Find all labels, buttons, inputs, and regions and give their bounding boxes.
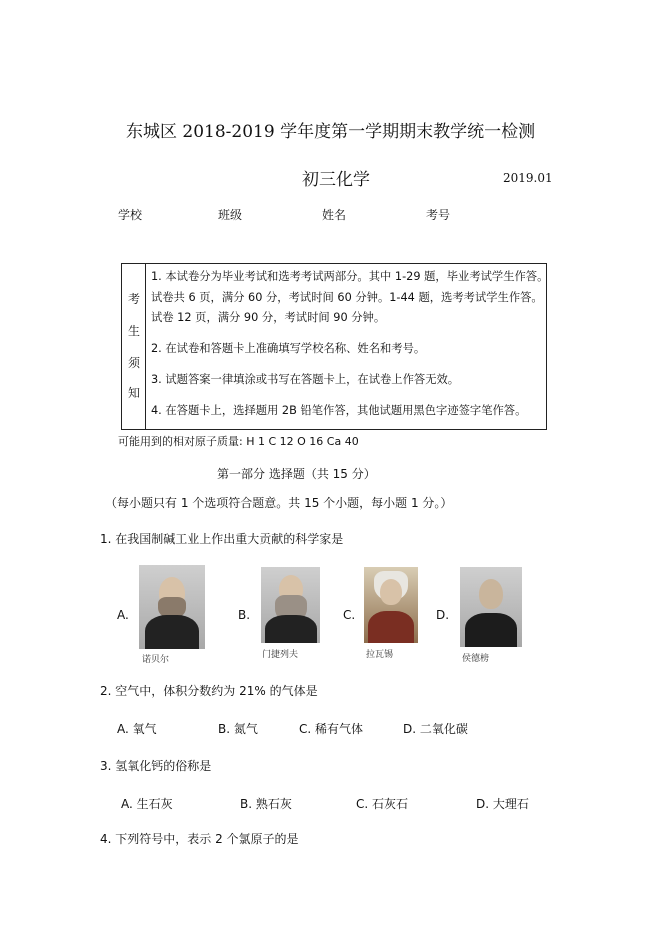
q2-option-c[interactable]: C. 稀有气体	[299, 722, 364, 736]
q1-option-d-caption: 侯德榜	[462, 654, 490, 664]
notice-line: 试卷 12 页，满分 90 分，考试时间 90 分钟。	[151, 311, 386, 324]
q2-option-a[interactable]: A. 氧气	[117, 722, 157, 736]
q1-option-a-letter[interactable]: A.	[117, 608, 129, 622]
section-note: （每小题只有 1 个选项符合题意。共 15 个小题，每小题 1 分。）	[105, 496, 453, 510]
portrait-icon	[261, 567, 320, 643]
notice-line: 1. 本试卷分为毕业考试和选考考试两部分。其中 1-29 题，毕业考试学生作答。	[151, 270, 549, 283]
q2-option-d[interactable]: D. 二氧化碳	[403, 722, 468, 736]
notice-line: 3. 试题答案一律填涂或书写在答题卡上，在试卷上作答无效。	[151, 373, 460, 386]
notice-label-char: 考	[127, 292, 140, 306]
question-3-stem: 3. 氢氧化钙的俗称是	[100, 759, 212, 773]
field-class: 班级	[218, 208, 243, 222]
exam-notice-box	[121, 263, 547, 430]
q2-option-b[interactable]: B. 氮气	[218, 722, 258, 736]
question-1-stem: 1. 在我国制碱工业上作出重大贡献的科学家是	[100, 532, 344, 546]
portrait-icon	[460, 567, 522, 647]
field-school: 学校	[118, 208, 143, 222]
notice-label	[122, 264, 146, 429]
q1-option-b-letter[interactable]: B.	[238, 608, 251, 622]
q3-option-d[interactable]: D. 大理石	[476, 797, 529, 811]
q1-option-b-caption: 门捷列夫	[262, 650, 299, 660]
q3-option-c[interactable]: C. 石灰石	[356, 797, 409, 811]
field-exam-number: 考号	[426, 208, 451, 222]
notice-label-char: 须	[127, 356, 140, 370]
section-title: 第一部分 选择题（共 15 分）	[217, 467, 376, 481]
portrait-icon	[139, 565, 205, 649]
q1-option-c-letter[interactable]: C.	[343, 608, 356, 622]
q1-option-c-caption: 拉瓦锡	[366, 650, 394, 660]
question-2-stem: 2. 空气中，体积分数约为 21% 的气体是	[100, 684, 318, 698]
portrait-icon	[364, 567, 418, 643]
exam-subject: 初三化学	[302, 170, 370, 190]
exam-title: 东城区 2018-2019 学年度第一学期期末教学统一检测	[126, 122, 536, 142]
exam-date: 2019.01	[503, 171, 553, 185]
notice-line: 试卷共 6 页，满分 60 分，考试时间 60 分钟。1-44 题，选考考试学生作答。	[151, 291, 543, 304]
notice-label-char: 生	[127, 324, 140, 338]
notice-line: 4. 在答题卡上，选择题用 2B 铅笔作答，其他试题用黑色字迹签字笔作答。	[151, 404, 527, 417]
notice-label-char: 知	[127, 386, 140, 400]
q3-option-b[interactable]: B. 熟石灰	[240, 797, 292, 811]
q1-option-a-caption: 诺贝尔	[142, 655, 170, 665]
question-4-stem: 4. 下列符号中，表示 2 个氯原子的是	[100, 832, 299, 846]
field-name: 姓名	[322, 208, 347, 222]
notice-line: 2. 在试卷和答题卡上准确填写学校名称、姓名和考号。	[151, 342, 426, 355]
q3-option-a[interactable]: A. 生石灰	[121, 797, 173, 811]
q1-option-d-letter[interactable]: D.	[436, 608, 450, 622]
atomic-masses: 可能用到的相对原子质量: H 1 C 12 O 16 Ca 40	[118, 435, 359, 448]
